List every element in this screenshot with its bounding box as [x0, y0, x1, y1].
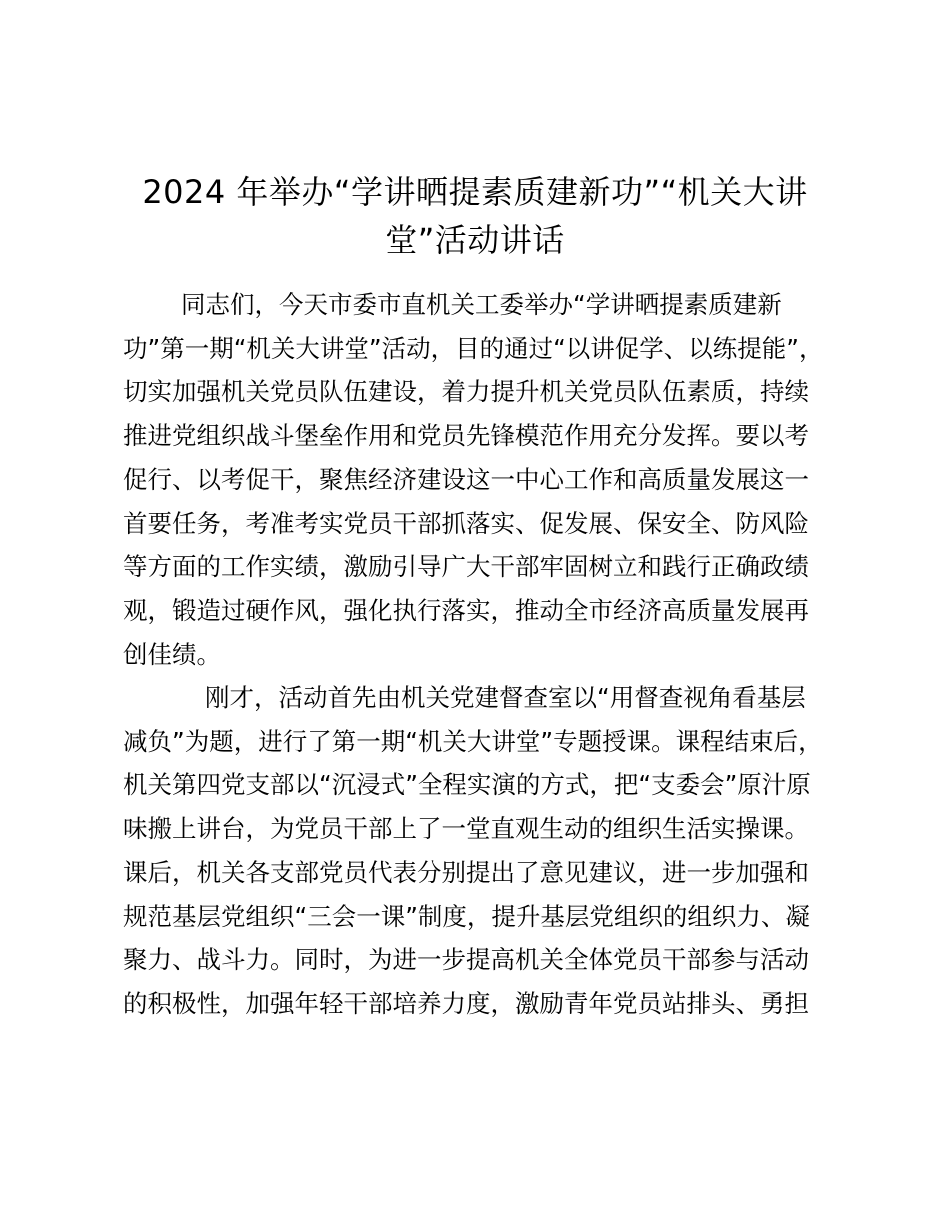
- paragraph-2: [123, 676, 823, 1026]
- paragraph-line: 规范基层党组织“三会一课”制度，提升基层党组织的组织力、凝: [123, 901, 810, 931]
- paragraph-line: 同志们，今天市委市直机关工委举办“学讲晒提素质建新: [181, 290, 782, 319]
- paragraph-line: 首要任务，考准考实党员干部抓落实、促发展、保安全、防风险: [123, 508, 809, 538]
- paragraph-line: 创佳绩。: [123, 639, 221, 669]
- paragraph-line: 机关第四党支部以“沉浸式”全程实演的方式，把“支委会”原汁原: [123, 770, 811, 800]
- paragraph-line: 聚力、战斗力。同时，为进一步提高机关全体党员干部参与活动: [123, 945, 809, 975]
- paragraph-line: 功”第一期“机关大讲堂”活动，目的通过“以讲促学、以练提能”，: [123, 333, 824, 363]
- paragraph-line: 课后，机关各支部党员代表分别提出了意见建议，进一步加强和: [123, 857, 809, 887]
- paragraph-line: 切实加强机关党员队伍建设，着力提升机关党员队伍素质，持续: [123, 377, 809, 407]
- paragraph-line: 味搬上讲台，为党员干部上了一堂直观生动的组织生活实操课。: [123, 814, 809, 844]
- paragraph-line: 刚才，活动首先由机关党建督查室以“用督查视角看基层: [205, 683, 806, 712]
- paragraph-line: 的积极性，加强年轻干部培养力度，激励青年党员站排头、勇担: [123, 988, 809, 1018]
- paragraph-line: 减负”为题，进行了第一期“机关大讲堂”专题授课。课程结束后，: [123, 726, 823, 756]
- title-line-1: 2024 年举办“学讲晒提素质建新功”“机关大讲: [142, 173, 808, 211]
- paragraph-line: 推进党组织战斗堡垒作用和党员先锋模范作用充分发挥。要以考: [123, 421, 809, 451]
- document-title: [120, 168, 830, 264]
- paragraph-line: 促行、以考促干，聚焦经济建设这一中心工作和高质量发展这一: [123, 464, 809, 494]
- paragraph-line: 观，锻造过硬作风，强化执行落实，推动全市经济高质量发展再: [123, 595, 809, 625]
- title-line-2: 堂”活动讲话: [385, 221, 565, 259]
- paragraph-line: 等方面的工作实绩，激励引导广大干部牢固树立和践行正确政绩: [123, 552, 809, 582]
- paragraph-1: [123, 283, 823, 676]
